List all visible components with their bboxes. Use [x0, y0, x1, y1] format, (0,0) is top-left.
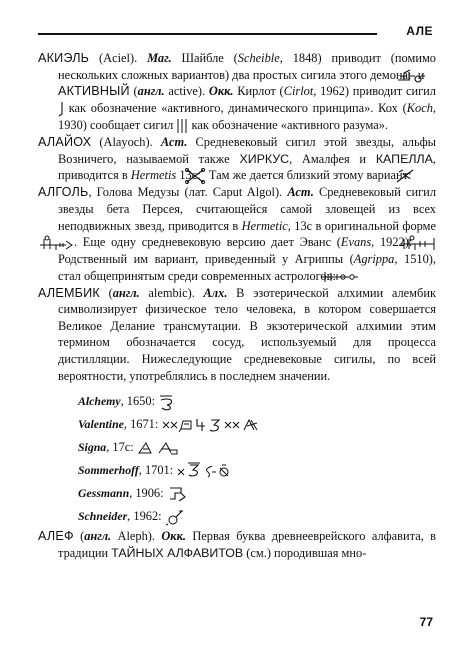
- entry-text: Там же дается близкий этому вариант:: [205, 168, 415, 183]
- domain-tag: Алх.: [203, 285, 228, 300]
- entry-text: Средневековый сигил этой звезды, альфы Возничего, называемой также: [58, 135, 436, 166]
- citation-author: Cirlot: [283, 84, 314, 99]
- domain-tag: Аст.: [287, 185, 314, 200]
- alembic-sigil-list: [78, 390, 436, 528]
- entry-text: и: [414, 67, 428, 82]
- entry-text: Первая буква древнееврейского алфавита, в традиции: [58, 529, 436, 560]
- entry-alayoh: [38, 134, 436, 184]
- entry-text: как обозначение «активного, динамического принципа». Кох (: [64, 100, 407, 115]
- source-year: , 1671:: [123, 417, 162, 432]
- sigil-source-row: [78, 390, 436, 413]
- source-name: Valentine: [78, 417, 124, 432]
- citation-author: Agrippa: [353, 252, 395, 267]
- source-name: Signa: [78, 440, 107, 455]
- sigil-valentine-1671: [161, 417, 261, 433]
- lang-tag: англ.: [112, 285, 140, 300]
- entry-headword: АКТИВНЫЙ: [58, 84, 130, 99]
- running-header: [38, 26, 433, 40]
- entry-text: , приводится в: [58, 151, 436, 183]
- sigil-signa-17c: [137, 440, 183, 456]
- entry-text: . Еще одну средневековую версию дает Эванс (: [74, 235, 341, 250]
- source-name: Alchemy: [78, 394, 121, 409]
- entry-alembik: АЛЕМБИК (англ. alembic). Алх. В эзотерической алхимии алембик символизирует физическое тело человека, в котором совершается Великое Делание трансмутации. В экзотерической алхимии этим термином обозначается сосуд, используемый для процесса дистилляции. Нижеследующие средневековые сигилы, по всей вероятности, употреблялись в последнем значении.: [38, 285, 436, 383]
- domain-tag: Окк.: [161, 529, 186, 544]
- domain-tag: Аст.: [160, 135, 188, 150]
- source-year: , 1650:: [120, 394, 159, 409]
- sigil-source-row: [78, 482, 436, 505]
- sigil-source-row: [78, 505, 436, 528]
- source-year: , 1962:: [127, 509, 165, 524]
- entry-headword: АЛЕМБИК: [38, 285, 100, 300]
- entry-text: Средневековый сигил звезды бета Персея, считающейся самой зловещей из всех неподвижных звезд, приводится в: [58, 185, 437, 233]
- entry-text: (см.) породившая мно-: [243, 545, 367, 560]
- entry-text: , 1922):: [371, 235, 418, 250]
- cross-reference: КАПЕЛЛА: [375, 151, 433, 166]
- entry-text: , Амалфея и: [289, 151, 376, 166]
- entry-headword: АЛГОЛЬ: [38, 185, 89, 200]
- entry-headword: АКИЭЛЬ: [38, 51, 90, 65]
- source-name: Sommerhoff: [78, 463, 139, 478]
- dictionary-body: [38, 50, 436, 561]
- sigil-schneider-1962: [165, 508, 185, 526]
- citation-source: Hermetic,: [241, 218, 291, 233]
- sigil-gessmann-1906: [167, 485, 187, 503]
- sigil-algol-agrippa: [339, 270, 359, 284]
- entry-text: 13с:: [176, 168, 204, 183]
- sigil-active-mind: [176, 118, 188, 134]
- entry-headword: АЛАЙОХ: [38, 135, 92, 150]
- entry-text: , 1848) приводит (помимо нескольких сложных вариантов) два простых сигила этого демона:: [58, 51, 436, 82]
- source-year: , 1701:: [138, 463, 177, 478]
- cross-reference: ТАЙНЫХ АЛФАВИТОВ: [111, 545, 244, 560]
- sigil-alchemy-1650: [158, 393, 176, 411]
- page-number: 77: [419, 615, 433, 629]
- source-year: , 17с:: [106, 440, 137, 455]
- sigil-source-row: [78, 436, 436, 459]
- entry-text: Шайбле (: [171, 51, 238, 65]
- entry-text: 13с в оригинальной форме: [290, 218, 437, 233]
- source-name: Gessmann: [78, 486, 130, 501]
- domain-tag: Окк.: [208, 84, 234, 99]
- entry-text: Aleph).: [111, 529, 162, 544]
- lang-tag: англ.: [84, 529, 112, 544]
- cross-reference: ХИРКУС: [239, 151, 290, 166]
- entry-text: Родственный им вариант, приведенный у Агриппы (: [58, 252, 354, 267]
- entry-algol: [38, 184, 436, 284]
- entry-text: как обозначение «активного разума».: [188, 117, 389, 132]
- citation-author: Scheible: [237, 51, 280, 65]
- entry-text: (Alayoch).: [91, 135, 161, 150]
- entry-text: , 1962) приводит сигил: [313, 84, 436, 99]
- entry-text: В эзотерической алхимии алембик символизирует физическое тело человека, в котором совершается Великое Делание трансмутации. В экзотерической алхимии этим термином обозначается сосуд, используемый для процесса дистилляции. Нижеследующие средневековые сигилы, по всей вероятности, употреблялись в последнем значении.: [58, 285, 436, 383]
- entry-text: (Aciel).: [89, 51, 148, 65]
- domain-tag: Маг.: [147, 51, 172, 65]
- running-title: АЛЕ: [406, 24, 433, 38]
- header-rule: [38, 33, 377, 35]
- entry-text: , 1930) сообщает сигил: [58, 100, 436, 132]
- entry-text: , Голова Медузы (лат. Caput Algol).: [88, 185, 288, 200]
- entry-headword: АЛЕФ: [38, 529, 74, 544]
- citation-source: Hermetis: [130, 168, 177, 183]
- sigil-source-row: [78, 413, 436, 436]
- sigil-algol-original: [58, 235, 74, 251]
- citation-author: Koch: [406, 100, 433, 115]
- source-name: Schneider: [78, 509, 128, 524]
- entry-text: alembic).: [139, 285, 204, 300]
- entry-text: Кирлот (: [233, 84, 284, 99]
- sigil-source-row: [78, 459, 436, 482]
- source-year: , 1906:: [129, 486, 167, 501]
- citation-author: Evans: [340, 235, 372, 250]
- entry-text: , 1510), стал общепринятым среди современных астрологов:: [58, 252, 437, 283]
- sigil-sommerhoff-1701: [176, 462, 236, 480]
- entry-text: active).: [164, 84, 209, 99]
- lang-tag: англ.: [137, 84, 165, 99]
- entry-aktivny: АКТИВНЫЙ (англ. active). Окк. Кирлот (Cirlot, 1962) приводит сигил как обозначение «активного, динамического принципа». Кох (Koch, 1930) сообщает сигил как обозначение «активного разума».: [38, 83, 436, 134]
- entry-alef: АЛЕФ (англ. Aleph). Окк. Первая буква древнееврейского алфавита, в традиции ТАЙНЫХ АЛФАВИТОВ (см.) породившая мно-: [38, 529, 436, 560]
- entry-akiel: [38, 50, 436, 83]
- sigil-algol-evans: [418, 235, 436, 251]
